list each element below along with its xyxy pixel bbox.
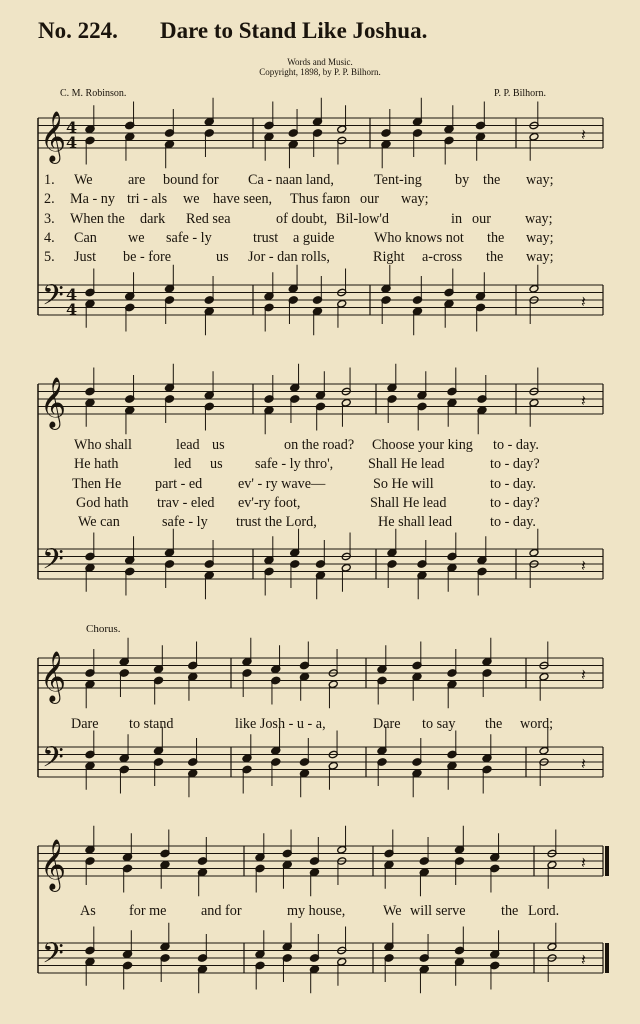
verse-lyric: ev' - ry wave— [238, 475, 326, 492]
verse-lyric: led [174, 456, 192, 473]
verse-lyric: have seen, [213, 191, 273, 208]
quarter-rest: 𝄽 [581, 754, 586, 773]
verse-lyric: Can [74, 229, 97, 246]
verse-lyric: 1. [44, 172, 55, 188]
treble-clef: 𝄞 [40, 651, 67, 702]
verse-lyric: our [472, 210, 491, 227]
verse-lyric: We can [78, 514, 120, 531]
verse-lyric: ev'-ry foot, [238, 494, 301, 511]
verse-lyric: dark [140, 210, 166, 227]
quarter-rest: 𝄽 [581, 125, 586, 144]
verse-lyric: 5. [44, 249, 55, 266]
verse-lyric: Red sea [186, 210, 231, 227]
verse-lyric: He shall lead [378, 514, 453, 531]
verse-lyric: to - day. [490, 514, 536, 531]
quarter-rest: 𝄽 [581, 391, 586, 410]
chorus-lyric: As [80, 903, 96, 919]
verse-lyric: of doubt, [276, 210, 328, 227]
verse-lyric: Shall He lead [370, 494, 447, 511]
verse-lyric: in [451, 210, 463, 227]
bass-clef: 𝄢 [42, 543, 64, 583]
verse-lyric: us [212, 437, 225, 453]
verse-lyric: to - day? [490, 456, 540, 473]
verse-lyric: Tent-ing [374, 172, 422, 188]
verse-lyric: on [336, 191, 351, 208]
treble-clef: 𝄞 [40, 111, 67, 162]
chorus-lyric: We [383, 903, 402, 919]
composer-credit: P. P. Bilhorn. [494, 88, 546, 99]
verse-lyric: Shall He lead [368, 456, 445, 473]
verse-lyric: way; [401, 191, 429, 208]
verse-lyric: 3. [44, 210, 55, 227]
quarter-rest: 𝄽 [581, 853, 586, 872]
verse-lyric: Choose your king [372, 437, 473, 453]
verse-lyric: us [216, 249, 229, 266]
verse-lyric: a guide [293, 229, 335, 246]
quarter-rest: 𝄽 [581, 292, 586, 311]
chorus-lyric: Dare [373, 716, 401, 732]
verse-lyric: Jor - dan rolls, [248, 249, 330, 266]
verse-lyric: Who knows not [374, 229, 464, 246]
verse-lyric: Ma - ny [70, 191, 115, 208]
verse-lyric: Right [373, 249, 405, 266]
verse-lyric: the [486, 249, 504, 266]
quarter-rest: 𝄽 [581, 950, 586, 969]
words-music-credit: Words and Music. [287, 57, 353, 67]
verse-lyric: to - day? [490, 494, 540, 511]
chorus-lyric: and for [201, 903, 242, 919]
chorus-lyric: like Josh - u - a, [235, 716, 326, 732]
verse-lyric: We [74, 172, 93, 188]
verse-lyric: to - day. [493, 437, 539, 453]
verse-lyric: us [210, 456, 223, 473]
verse-lyric: our [360, 191, 379, 208]
verse-lyric: 4. [44, 229, 55, 246]
verse-lyric: Ca - naan land, [248, 172, 334, 188]
chorus-lyric: the [501, 903, 519, 919]
verse-lyric: be - fore [123, 249, 172, 266]
time-signature-bottom: 4 [66, 133, 78, 152]
hymn-number: No. 224. [38, 18, 118, 43]
quarter-rest: 𝄽 [581, 556, 586, 575]
verse-lyric: by [455, 172, 470, 188]
verse-lyric: way; [525, 210, 553, 227]
chorus-lyric: Dare [71, 716, 99, 732]
verse-lyric: we [128, 229, 145, 246]
verse-lyric: Who shall [74, 437, 132, 453]
verse-lyric: tri - als [127, 191, 168, 208]
verse-lyric: trust [253, 229, 279, 246]
verse-lyric: part - ed [155, 475, 203, 492]
bass-clef: 𝄢 [42, 741, 64, 781]
verse-lyric: way; [526, 172, 554, 188]
treble-clef: 𝄞 [40, 377, 67, 428]
verse-lyric: safe - ly [166, 229, 212, 246]
chorus-lyric: for me [129, 903, 167, 919]
time-signature-top: 4 [66, 285, 78, 304]
hymn-title: Dare to Stand Like Joshua. [160, 18, 428, 43]
chorus-lyric: to stand [129, 716, 174, 732]
chorus-lyric: word; [520, 716, 554, 732]
verse-lyric: Then He [72, 475, 122, 492]
lyricist-credit: C. M. Robinson. [60, 88, 127, 99]
quarter-rest: 𝄽 [581, 665, 586, 684]
verse-lyric: Bil-low'd [336, 210, 390, 227]
verse-lyric: trust the Lord, [236, 514, 317, 531]
bass-clef: 𝄢 [42, 937, 64, 977]
copyright-notice: Copyright, 1898, by P. P. Bilhorn. [259, 67, 381, 77]
verse-lyric: we [183, 191, 200, 208]
verse-lyric: way; [526, 249, 554, 266]
verse-lyric: safe - ly thro', [255, 456, 334, 473]
verse-lyric: on the road? [284, 437, 355, 453]
verse-lyric: When the [70, 210, 125, 227]
chorus-lyric: my house, [287, 903, 346, 919]
verse-lyric: 2. [44, 191, 55, 208]
verse-lyric: lead [176, 437, 200, 453]
verse-lyric: trav - eled [157, 494, 215, 511]
verse-lyric: to - day. [490, 475, 536, 492]
verse-lyric: way; [526, 229, 554, 246]
verse-lyric: Thus far [290, 191, 338, 208]
time-signature-top: 4 [66, 118, 78, 137]
verse-lyric: a-cross [422, 249, 463, 266]
chorus-lyric: will serve [410, 903, 466, 919]
verse-lyric: are [128, 172, 146, 188]
chorus-lyric: to say [422, 716, 456, 732]
verse-lyric: Just [74, 249, 97, 266]
verse-lyric: So He will [373, 475, 434, 492]
bass-clef: 𝄢 [42, 279, 64, 319]
verse-lyric: He hath [74, 456, 119, 473]
chorus-lyric: Lord. [528, 903, 560, 919]
verse-lyric: safe - ly [162, 514, 208, 531]
chorus-label: Chorus. [86, 623, 121, 635]
verse-lyric: bound for [163, 172, 219, 188]
verse-lyric: the [487, 229, 505, 246]
time-signature-bottom: 4 [66, 300, 78, 319]
verse-lyric: God hath [76, 494, 129, 511]
treble-clef: 𝄞 [40, 839, 67, 890]
chorus-lyric: the [485, 716, 503, 732]
verse-lyric: the [483, 172, 501, 188]
